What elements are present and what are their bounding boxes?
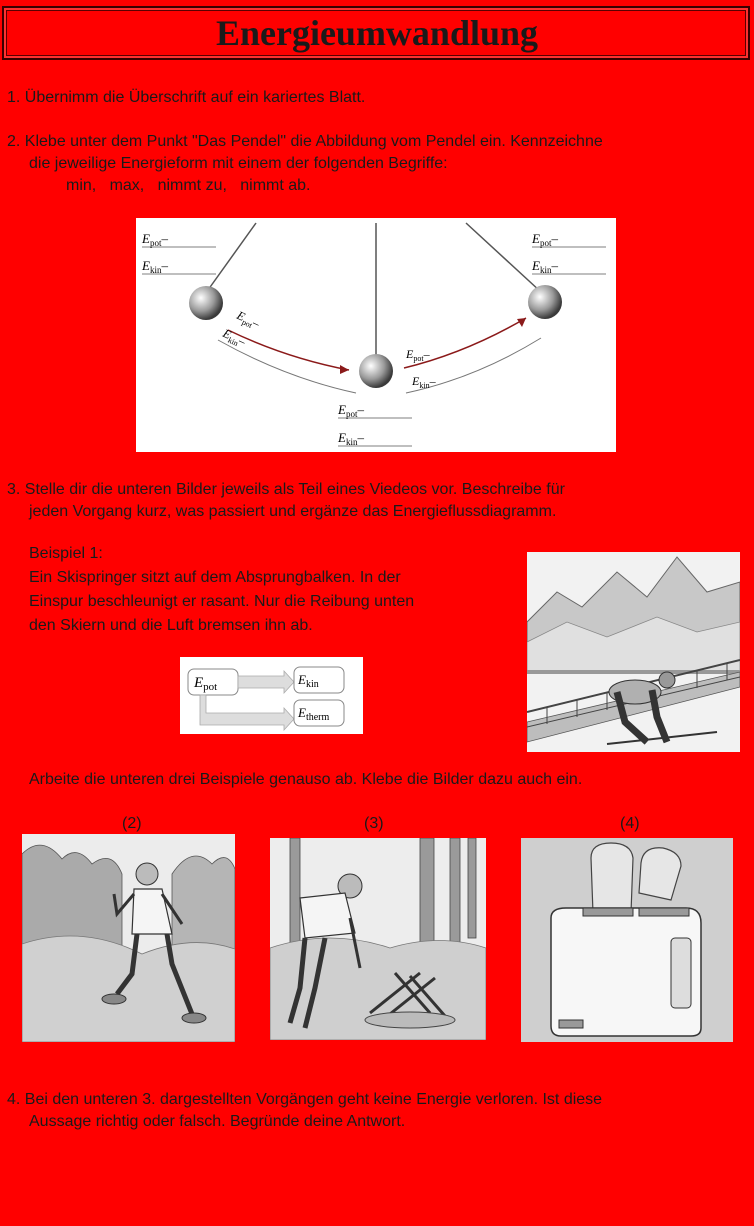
- flow-ekin: $E_{kin}$: [298, 672, 319, 690]
- task-3-line-1: 3. Stelle dir die unteren Bilder jeweils als Teil eines Viedeos vor. Beschreibe für: [7, 481, 565, 498]
- label-bottom: [337, 402, 412, 447]
- pendulum-ball-right: [528, 285, 562, 319]
- label-top-right: [531, 231, 606, 275]
- arc-label-kin-left: $E_{kin}-$: [220, 326, 249, 349]
- arc-label-pot-left: $E_{pot}-$: [234, 308, 263, 331]
- arc-label-pot-right: $E_{pot}-$: [406, 347, 430, 363]
- pendulum-ball-center: [359, 354, 393, 388]
- label-4: (4): [620, 815, 640, 832]
- task-2-line-1: 2. Klebe unter dem Punkt "Das Pendel" die Abbildung vom Pendel ein. Kennzeichne: [7, 133, 603, 150]
- svg-text:Epot–: $E_{pot}-$: [532, 231, 558, 248]
- task-2-terms: min, max, nimmt zu, nimmt ab.: [66, 177, 311, 194]
- svg-text:Ekin–: $E_{kin}-$: [142, 258, 168, 275]
- page-title: Energieumwandlung: [215, 13, 539, 53]
- task-2-line-2: die jeweilige Energieform mit einem der folgenden Begriffe:: [29, 155, 448, 172]
- label-2: (2): [122, 815, 142, 832]
- pendulum-diagram: [136, 218, 616, 452]
- svg-text:Epot–: $E_{pot}-$: [338, 402, 364, 419]
- arc-label-kin-right: $E_{kin}-$: [412, 374, 436, 390]
- energy-flow-diagram: [180, 657, 363, 734]
- task-3-line-2: jeden Vorgang kurz, was passiert und ergänze das Energieflussdiagramm.: [29, 503, 557, 520]
- ski-jumper-picture: [527, 552, 740, 752]
- example-line-1: Ein Skispringer sitzt auf dem Absprungbalken. In der: [29, 569, 401, 586]
- task-4-line-1: 4. Bei den unteren 3. dargestellten Vorgängen geht keine Energie verloren. Ist diese: [7, 1091, 603, 1108]
- svg-text:Epot–: $E_{pot}-$: [142, 231, 168, 248]
- label-top-left: [141, 231, 216, 275]
- svg-text:Ekin–: $E_{kin}-$: [532, 258, 558, 275]
- example-line-3: den Skiern und die Luft bremsen ihn ab.: [29, 617, 313, 634]
- task-1: 1. Übernimm die Überschrift auf ein kariertes Blatt.: [7, 89, 366, 106]
- instruction: Arbeite die unteren drei Beispiele genauso ab. Klebe die Bilder dazu auch ein.: [29, 771, 583, 788]
- label-3: (3): [364, 815, 384, 832]
- flow-epot: $E_{pot}$: [194, 675, 218, 693]
- campfire-picture: [270, 838, 486, 1040]
- svg-text:Ekin–: $E_{kin}-$: [338, 430, 364, 447]
- flow-etherm: $E_{therm}$: [298, 705, 330, 723]
- pendulum-ball-left: [189, 286, 223, 320]
- pendulum-figure: [136, 218, 616, 452]
- runner-picture: [22, 834, 235, 1042]
- example-line-2: Einspur beschleunigt er rasant. Nur die Reibung unten: [29, 593, 415, 610]
- task-4-line-2: Aussage richtig oder falsch. Begründe deine Antwort.: [29, 1113, 406, 1130]
- toaster-picture: [521, 838, 733, 1042]
- example-heading: Beispiel 1:: [29, 545, 103, 562]
